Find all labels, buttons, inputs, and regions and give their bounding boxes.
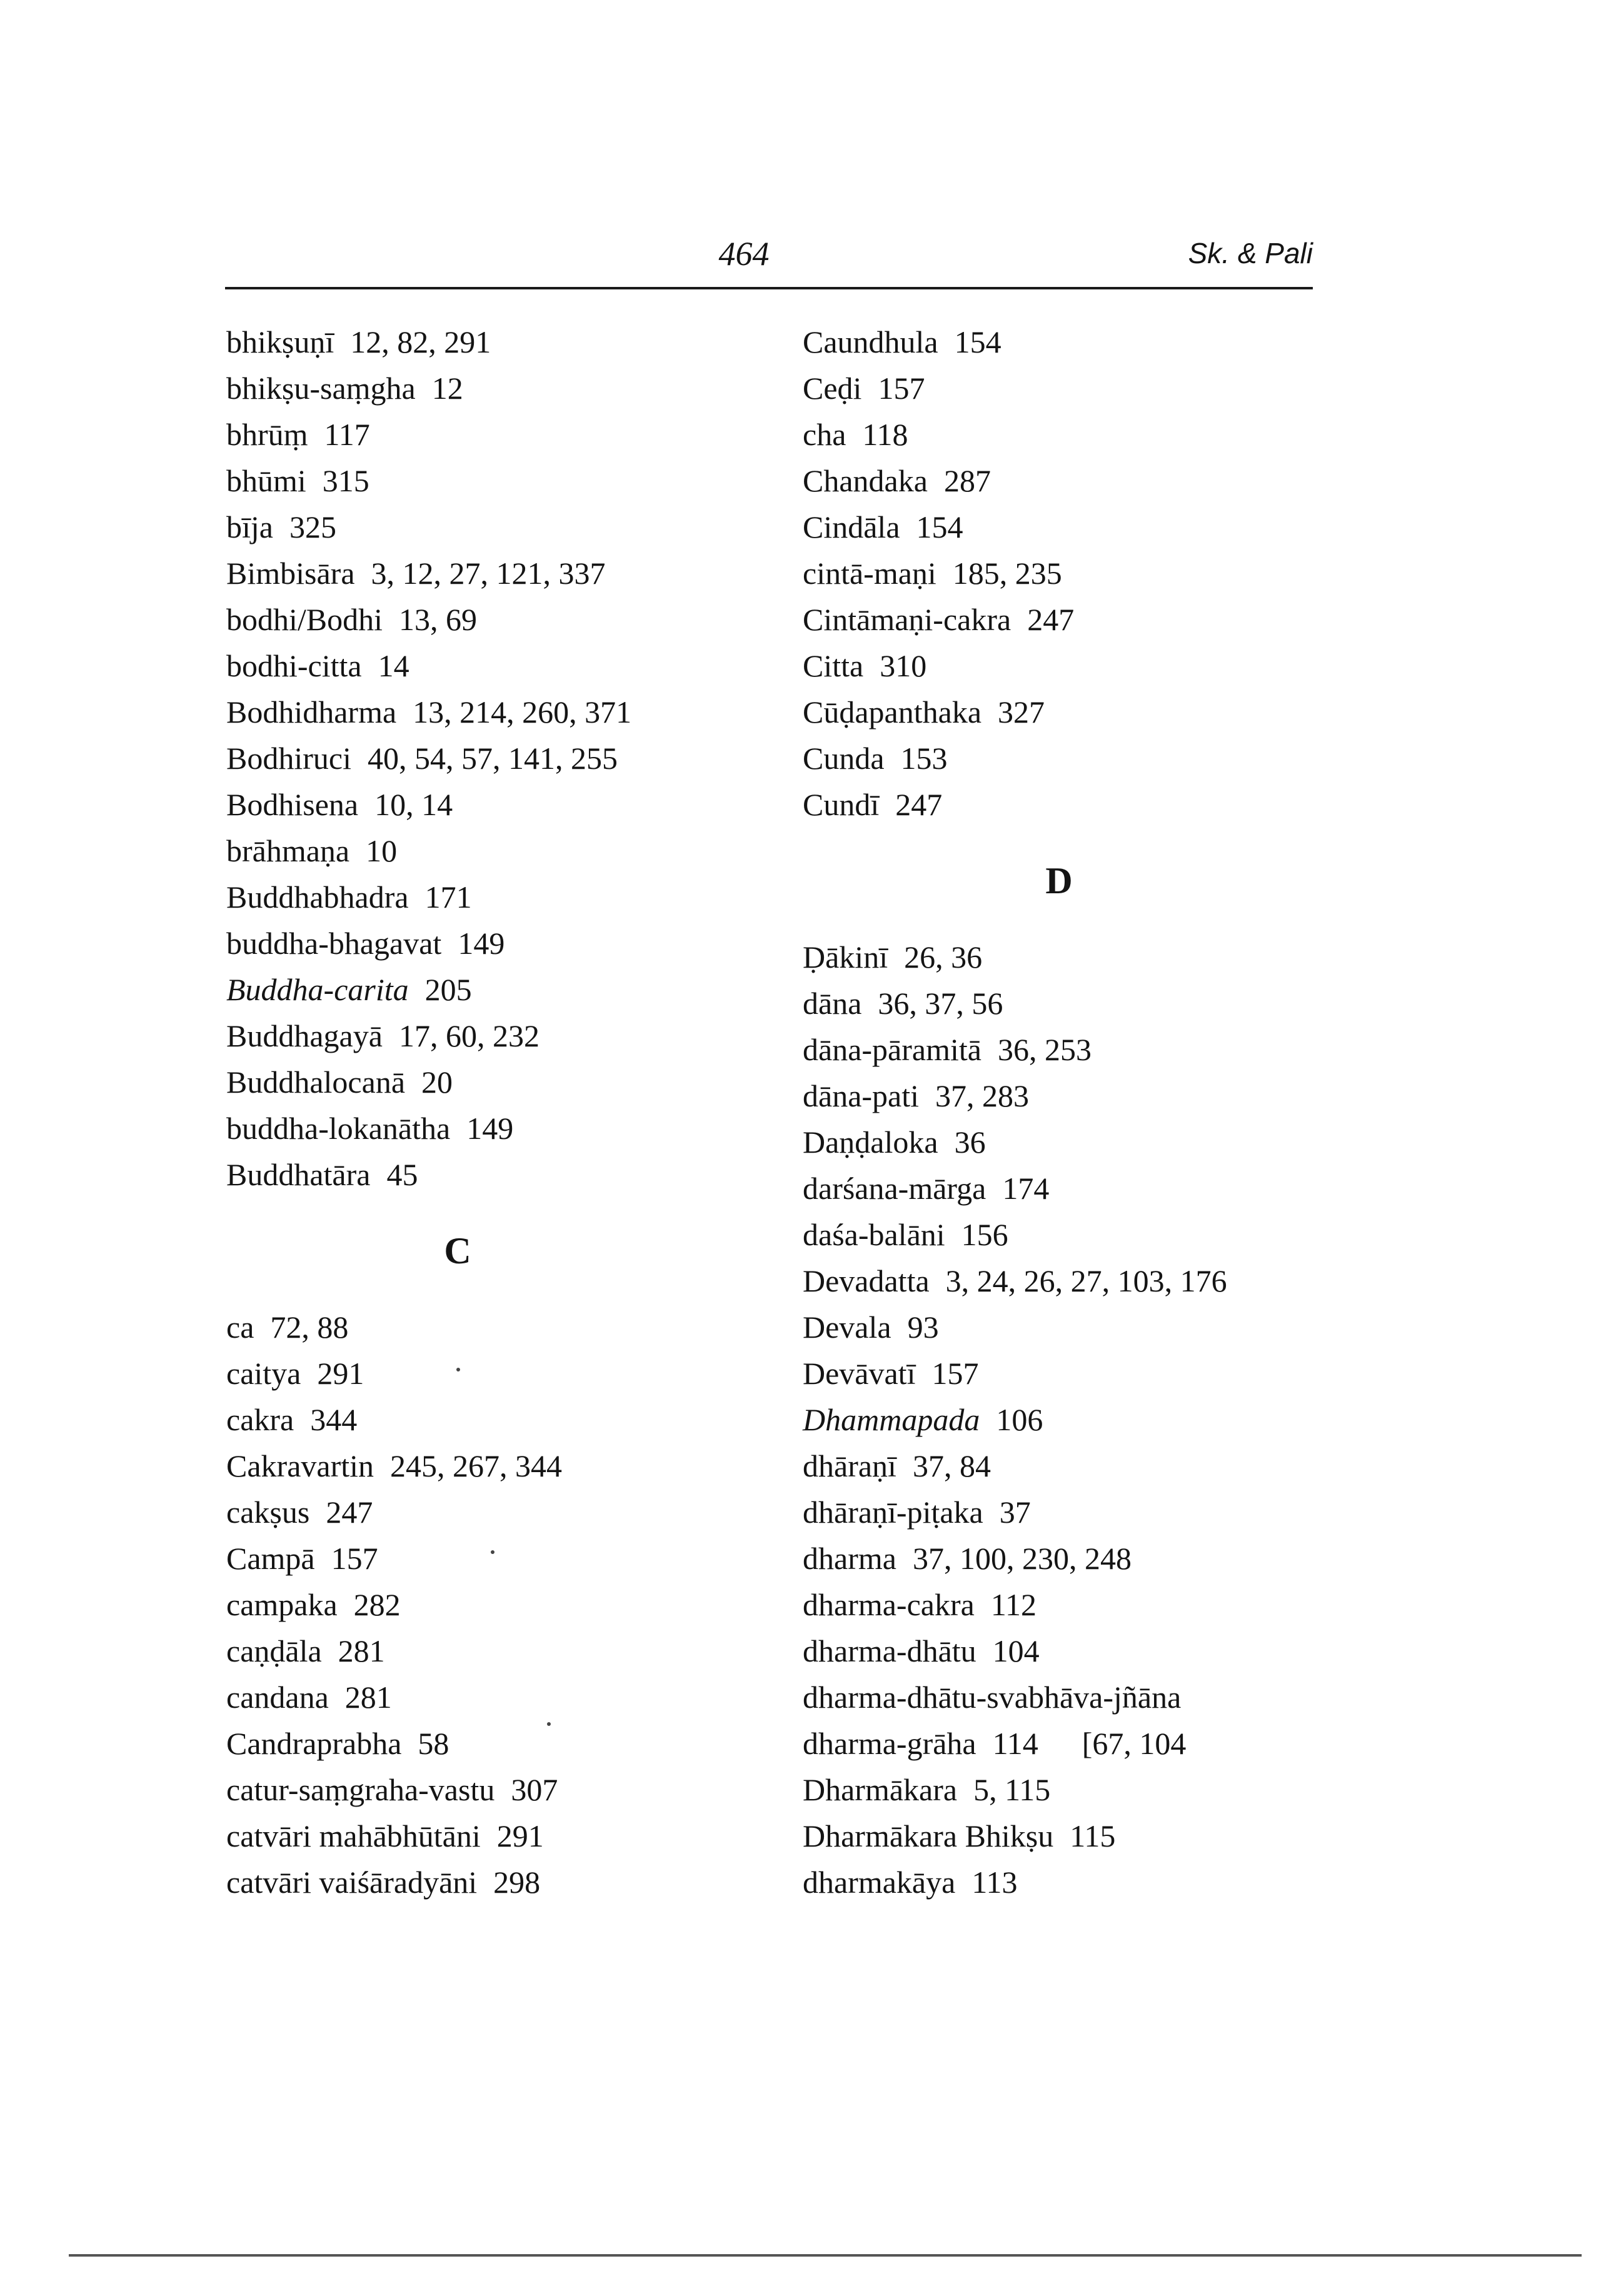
entry-term: cakra [226, 1402, 294, 1437]
index-entry [803, 1073, 1315, 1119]
entry-pages: 104 [992, 1633, 1040, 1668]
index-entry [226, 828, 689, 874]
entry-term: daśa-balāni [803, 1217, 945, 1252]
scan-edge-rule [69, 2254, 1582, 2257]
index-entry [803, 596, 1315, 643]
entry-pages: 117 [324, 417, 370, 452]
entry-pages: 171 [424, 880, 472, 915]
entry-pages: 115 [1070, 1818, 1116, 1853]
index-entry [226, 966, 689, 1013]
entry-term: bodhi/Bodhi [226, 602, 383, 637]
entry-pages: 17, 60, 232 [398, 1018, 540, 1053]
entry-pages: 10 [366, 833, 398, 868]
entry-term: Bodhisena [226, 787, 359, 822]
index-entry [803, 550, 1315, 596]
index-entry [226, 1859, 689, 1905]
index-entry [803, 458, 1315, 504]
index-entry [226, 550, 689, 596]
entry-pages: 153 [900, 741, 948, 776]
entry-pages: 149 [458, 926, 505, 961]
entry-pages: 149 [466, 1111, 514, 1146]
index-entry [226, 1350, 689, 1396]
index-entry [226, 458, 689, 504]
index-entry [803, 365, 1315, 411]
entry-term: dāna-pāramitā [803, 1032, 981, 1067]
index-entry [803, 1535, 1315, 1582]
section-letter: D [1045, 860, 1073, 901]
index-entry [226, 1628, 689, 1674]
index-entry [803, 1674, 1315, 1720]
index-entry [226, 689, 689, 735]
index-entry [226, 411, 689, 458]
index-entry [803, 1443, 1315, 1489]
entry-term: buddha-lokanātha [226, 1111, 451, 1146]
entry-pages: 157 [878, 371, 925, 406]
entry-pages: 3, 24, 26, 27, 103, 176 [945, 1263, 1227, 1298]
entry-pages: 327 [998, 694, 1045, 729]
entry-term: caṇḍāla [226, 1633, 322, 1668]
index-entry [226, 1105, 689, 1151]
entry-term: Devala [803, 1310, 891, 1345]
index-entry [226, 1582, 689, 1628]
index-entry [803, 1304, 1315, 1350]
entry-pages: 245, 267, 344 [390, 1448, 563, 1483]
index-entry [803, 411, 1315, 458]
entry-pages: 281 [338, 1633, 385, 1668]
running-head: Sk. & Pali [1188, 237, 1313, 269]
index-entry [226, 1304, 689, 1350]
entry-term: darśana-mārga [803, 1171, 986, 1206]
entry-pages: 310 [880, 648, 927, 683]
entry-pages: 72, 88 [270, 1310, 349, 1345]
entry-pages: 154 [954, 324, 1001, 359]
entry-term: Buddhabhadra [226, 880, 409, 915]
index-entry [803, 934, 1315, 980]
index-entry [226, 1767, 689, 1813]
entry-term: dharma-dhātu [803, 1633, 976, 1668]
index-entry [803, 1628, 1315, 1674]
entry-term: Daṇḍaloka [803, 1125, 938, 1160]
entry-pages: 36, 253 [997, 1032, 1092, 1067]
index-entry [226, 1396, 689, 1443]
index-entry [226, 504, 689, 550]
entry-pages: 247 [895, 787, 943, 822]
entry-pages: 282 [353, 1587, 401, 1622]
index-entry [803, 319, 1315, 365]
index-entry [803, 1119, 1315, 1165]
entry-term: catur-saṃgraha-vastu [226, 1772, 495, 1807]
entry-term: Bodhidharma [226, 694, 397, 729]
entry-term: candana [226, 1680, 329, 1715]
header-rule [225, 287, 1313, 289]
entry-term: Cintāmaṇi-cakra [803, 602, 1011, 637]
entry-pages: 37, 84 [912, 1448, 991, 1483]
index-entry [803, 735, 1315, 781]
entry-term: Devadatta [803, 1263, 930, 1298]
entry-pages: 20 [421, 1065, 453, 1100]
index-entry [803, 1582, 1315, 1628]
index-entry [226, 1489, 689, 1535]
index-entry [803, 1026, 1315, 1073]
entry-pages: 12 [431, 371, 463, 406]
entry-pages: 154 [916, 509, 963, 544]
index-entry [803, 1720, 1315, 1767]
entry-term: Buddha-carita [226, 972, 409, 1007]
entry-term: Buddhalocanā [226, 1065, 406, 1100]
entry-term: Ceḍi [803, 371, 862, 406]
index-entry [226, 319, 689, 365]
entry-pages: 40, 54, 57, 141, 255 [367, 741, 618, 776]
entry-term: Campā [226, 1541, 315, 1576]
entry-term: Citta [803, 648, 864, 683]
entry-pages: 157 [331, 1541, 378, 1576]
entry-term: dāna [803, 986, 862, 1021]
entry-term: cintā-maṇi [803, 556, 936, 591]
entry-term: bodhi-citta [226, 648, 362, 683]
entry-pages: 185, 235 [952, 556, 1062, 591]
entry-term: cakṣus [226, 1495, 310, 1530]
entry-pages: 26, 36 [904, 940, 983, 975]
section-letter: C [444, 1230, 471, 1271]
index-entry [226, 781, 689, 828]
page-number: 464 [718, 235, 770, 273]
entry-term: Buddhagayā [226, 1018, 383, 1053]
entry-continuation: [67, 104 [1082, 1726, 1187, 1761]
entry-term: dharma-grāha [803, 1726, 976, 1761]
entry-pages: 291 [496, 1818, 544, 1853]
index-entry [226, 1535, 689, 1582]
entry-term: Dharmākara [803, 1772, 958, 1807]
speck [547, 1722, 551, 1726]
index-entry [803, 980, 1315, 1026]
entry-pages: 93 [907, 1310, 939, 1345]
entry-term: Cunda [803, 741, 885, 776]
index-entry [803, 1211, 1315, 1258]
entry-term: Bimbisāra [226, 556, 355, 591]
entry-pages: 307 [511, 1772, 558, 1807]
index-entry [226, 1059, 689, 1105]
entry-pages: 118 [862, 417, 908, 452]
entry-term: campaka [226, 1587, 338, 1622]
index-entry [226, 1720, 689, 1767]
entry-pages: 106 [996, 1402, 1043, 1437]
entry-term: brāhmaṇa [226, 833, 350, 868]
index-entry [803, 504, 1315, 550]
entry-pages: 174 [1002, 1171, 1050, 1206]
entry-pages: 114 [992, 1726, 1038, 1761]
index-column-left [226, 319, 689, 1905]
index-entry [226, 874, 689, 920]
speck [491, 1550, 494, 1554]
entry-pages: 12, 82, 291 [350, 324, 491, 359]
index-entry [226, 735, 689, 781]
entry-pages: 281 [344, 1680, 392, 1715]
entry-term: Ḍākinī [803, 940, 888, 975]
entry-pages: 156 [961, 1217, 1008, 1252]
entry-term: caitya [226, 1356, 301, 1391]
entry-pages: 112 [990, 1587, 1036, 1622]
entry-term: dharma-dhātu-svabhāva-jñāna [803, 1680, 1182, 1715]
entry-pages: 344 [310, 1402, 358, 1437]
entry-pages: 287 [943, 463, 991, 498]
entry-term: dhāraṇī [803, 1448, 896, 1483]
index-entry [226, 1674, 689, 1720]
entry-term: Cundī [803, 787, 880, 822]
entry-term: Buddhatāra [226, 1157, 371, 1192]
entry-pages: 298 [493, 1865, 541, 1900]
index-entry [226, 1443, 689, 1489]
entry-term: dhāraṇī-piṭaka [803, 1495, 983, 1530]
index-entry [226, 1013, 689, 1059]
entry-term: dharma-cakra [803, 1587, 975, 1622]
index-entry [803, 781, 1315, 828]
entry-term: Devāvatī [803, 1356, 916, 1391]
index-entry [803, 1396, 1315, 1443]
index-entry [226, 1151, 689, 1198]
entry-term: Cūḍapanthaka [803, 694, 982, 729]
index-entry [803, 1767, 1315, 1813]
index-entry [803, 643, 1315, 689]
entry-term: Dharmākara Bhikṣu [803, 1818, 1054, 1853]
entry-term: dāna-pati [803, 1078, 920, 1113]
entry-pages: 37, 100, 230, 248 [912, 1541, 1132, 1576]
entry-pages: 247 [326, 1495, 373, 1530]
index-entry [803, 689, 1315, 735]
index-entry [226, 596, 689, 643]
entry-term: Dhammapada [803, 1402, 980, 1437]
entry-term: Cindāla [803, 509, 900, 544]
index-column-right [803, 319, 1315, 1905]
entry-pages: 36 [954, 1125, 986, 1160]
entry-pages: 45 [386, 1157, 418, 1192]
index-entry [226, 643, 689, 689]
entry-term: bhikṣu-saṃgha [226, 371, 416, 406]
entry-pages: 325 [289, 509, 336, 544]
entry-term: catvāri vaiśāradyāni [226, 1865, 478, 1900]
index-entry [803, 1258, 1315, 1304]
entry-pages: 291 [317, 1356, 364, 1391]
entry-pages: 157 [931, 1356, 979, 1391]
entry-pages: 10, 14 [374, 787, 453, 822]
index-entry [803, 1813, 1315, 1859]
entry-pages: 37 [999, 1495, 1031, 1530]
entry-pages: 13, 69 [399, 602, 478, 637]
entry-pages: 58 [418, 1726, 449, 1761]
entry-pages: 13, 214, 260, 371 [413, 694, 632, 729]
index-entry [803, 1489, 1315, 1535]
entry-term: dharma [803, 1541, 896, 1576]
entry-pages: 14 [378, 648, 409, 683]
index-entry [803, 1859, 1315, 1905]
entry-term: Caundhula [803, 324, 938, 359]
entry-term: catvāri mahābhūtāni [226, 1818, 481, 1853]
speck [456, 1368, 460, 1371]
entry-term: cha [803, 417, 846, 452]
index-entry [226, 365, 689, 411]
entry-term: Bodhiruci [226, 741, 351, 776]
entry-pages: 36, 37, 56 [878, 986, 1003, 1021]
entry-term: bhikṣuṇī [226, 324, 334, 359]
entry-term: bīja [226, 509, 273, 544]
entry-pages: 5, 115 [973, 1772, 1051, 1807]
entry-term: bhūmi [226, 463, 306, 498]
entry-term: bhrūṃ [226, 417, 308, 452]
index-entry [803, 1350, 1315, 1396]
entry-term: ca [226, 1310, 254, 1345]
entry-term: Chandaka [803, 463, 928, 498]
index-entry [226, 1813, 689, 1859]
entry-term: dharmakāya [803, 1865, 956, 1900]
entry-term: Cakravartin [226, 1448, 374, 1483]
entry-pages: 205 [424, 972, 472, 1007]
entry-pages: 247 [1027, 602, 1075, 637]
entry-term: Candraprabha [226, 1726, 402, 1761]
entry-pages: 37, 283 [935, 1078, 1030, 1113]
entry-pages: 113 [971, 1865, 1018, 1900]
entry-pages: 3, 12, 27, 121, 337 [371, 556, 606, 591]
entry-pages: 315 [322, 463, 369, 498]
index-entry [803, 1165, 1315, 1211]
entry-term: buddha-bhagavat [226, 926, 442, 961]
index-entry [226, 920, 689, 966]
